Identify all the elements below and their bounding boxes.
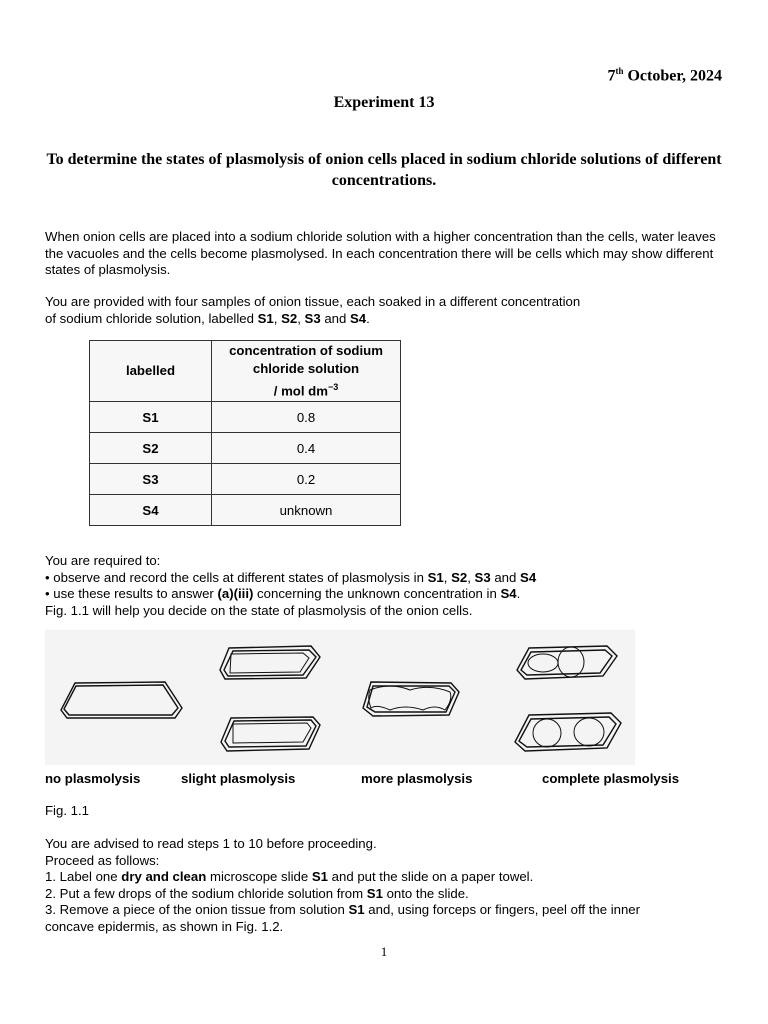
row-label: S4: [90, 495, 212, 526]
concentration-table: [89, 340, 401, 526]
caption-more-plasmolysis: more plasmolysis: [361, 771, 473, 786]
row-label: S3: [90, 464, 212, 495]
caption-slight-plasmolysis: slight plasmolysis: [181, 771, 296, 786]
experiment-aim: To determine the states of plasmolysis of onion cells placed in sodium chloride solutions of different concentrations.: [46, 151, 722, 189]
table-row: [90, 402, 401, 433]
figure-plasmolysis-states: [45, 630, 635, 765]
row-concentration: 0.4: [212, 433, 401, 464]
table-header-row: [90, 341, 401, 402]
procedure-steps: You are advised to read steps 1 to 10 before proceeding. Proceed as follows: 1. Label one dry and clean microscope slide S1 and put the slide on a paper towel. 2. Put a few drops of the sodium chloride solution from S1 onto the slide. 3. Remove a piece of the onion tissue from solution S1 and, using forceps or fingers, peel off the inner concave epidermis, as shown in Fig. 1.2.: [45, 836, 641, 934]
caption-complete-plasmolysis: complete plasmolysis: [542, 771, 680, 786]
samples-paragraph: You are provided with four samples of onion tissue, each soaked in a different concentration of sodium chloride solution, labelled S1, S2, S3 and S4.: [45, 294, 581, 326]
cell-more-plasmolysis: [363, 682, 459, 716]
table-row: [90, 433, 401, 464]
column-header-labelled: labelled: [90, 341, 212, 402]
figure-label: Fig. 1.1: [45, 803, 89, 818]
cell-slight-plasmolysis: [221, 717, 320, 751]
cell-slight-plasmolysis: [220, 646, 320, 679]
experiment-title: Experiment 13: [333, 94, 435, 111]
column-header-concentration: concentration of sodium chloride solution / mol $dm^{-3}$: [212, 341, 401, 402]
cell-complete-plasmolysis: [517, 646, 617, 679]
row-concentration: 0.8: [212, 402, 401, 433]
row-label: S1: [90, 402, 212, 433]
caption-no-plasmolysis: no plasmolysis: [45, 771, 141, 786]
intro-paragraph: When onion cells are placed into a sodium chloride solution with a higher concentration than the cells, water leaves the vacuoles and the cells become plasmolysed. In each concentration there will be cells which may show different states of plasmolysis.: [45, 229, 716, 277]
row-label: S2: [90, 433, 212, 464]
cell-complete-plasmolysis: [515, 713, 621, 751]
document-date: 7th October, 2024: [607, 66, 722, 85]
page-number: 1: [380, 944, 388, 959]
table-row: [90, 495, 401, 526]
row-concentration: 0.2: [212, 464, 401, 495]
row-concentration: unknown: [212, 495, 401, 526]
requirements-list: You are required to: • observe and record the cells at different states of plasmolysis in S1, S2, S3 and S4 • use these results to answer (a)(iii) concerning the unknown concentration in S4. Fig. 1.1 will help you decide on the state of plasmolysis of the onion cells.: [45, 553, 537, 618]
plasmolysis-diagram: [45, 630, 635, 765]
cell-no-plasmolysis: [61, 682, 182, 718]
table-row: [90, 464, 401, 495]
